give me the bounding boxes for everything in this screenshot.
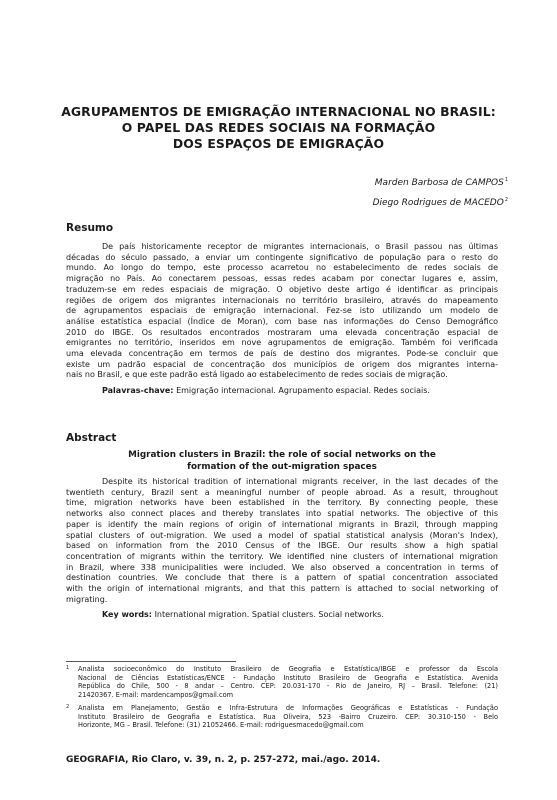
text-line: time, migration networks have been established in the territory. By connecting people, these (66, 498, 498, 508)
text-line: based on information from the 2010 Census of the IBGE. Our results show a high spatial (66, 541, 498, 551)
text-line: paper is identify the main regions of origin of international migrants in Brazil, through mapping (66, 519, 498, 529)
author (373, 192, 508, 212)
footnote-line: República do Chile, 500 - 8 andar – Centro. CEP: 20.031-170 - Rio de Janeiro, RJ – Brasil. Telefone: (21) (78, 682, 498, 691)
text-line: 2010 do IBGE. Os resultados encontrados mostraram uma elevada concentração espacial de (66, 327, 498, 337)
resumo-heading: Resumo (66, 222, 114, 234)
text-line: de agrupamentos espaciais de emigração internacional. Fez-se isto utilizando um modelo de (66, 306, 498, 316)
abstract-heading: Abstract (66, 432, 117, 444)
abstract-title-line: Migration clusters in Brazil: the role of social networks on the (128, 450, 436, 460)
text-line: regiões de origem dos migrantes internacionais no território brasileiro, através do mapeamento (66, 295, 498, 305)
text-line: with the origin of international migrants, and that this pattern is attached to social networking of (66, 584, 498, 594)
footnote-line: Analista socioeconômico do Instituto Brasileiro de Geografia e Estatística/IBGE e professor da Escola (78, 665, 498, 673)
keywords-label: Palavras-chave: (102, 386, 174, 395)
footnote-2 (66, 704, 498, 730)
journal-citation: GEOGRAFIA, Rio Claro, v. 39, n. 2, p. 257-272, mai./ago. 2014. (66, 755, 381, 765)
author-name: Diego Rodrigues de MACEDO (372, 198, 504, 208)
abstract-title-line: formation of the out-migration spaces (187, 461, 377, 472)
title-line: AGRUPAMENTOS DE EMIGRAÇÃO INTERNACIONAL NO BRASIL: (61, 104, 496, 119)
keywords-text: Emigração internacional. Agrupamento espacial. Redes sociais. (176, 386, 430, 395)
footnote-mark: 1 (66, 665, 70, 671)
footnote-mark: 1 (504, 177, 508, 183)
text-line: spatial clusters of out-migration. We used a model of spatial statistical analysis (Moran's Index), (66, 530, 498, 540)
footnote-mark: 2 (66, 704, 70, 710)
text-line: análise estatística espacial (Índice de Moran), com base nas informações do Censo Demográfico (66, 316, 498, 326)
text-line: migração no País. Ao conectarem pessoas, essas redes acabam por conectar lugares e, assim, (66, 274, 498, 284)
text-line: twentieth century, Brazil sent a meaningful number of people abroad. As a result, throughout (66, 487, 498, 497)
text-line: existe um padrão espacial de concentração dos municípios de origem dos migrantes interna- (66, 359, 498, 369)
footnote-separator (66, 661, 236, 662)
text-line: Despite its historical tradition of international migrants receiver, in the last decades of the (102, 477, 498, 486)
footnote-line: Nacional de Ciências Estatísticas/ENCE - Fundação Instituto Brasileiro de Geografia e Estatística. Avenida (78, 673, 498, 682)
text-line: mundo. Ao longo do tempo, este processo acarretou no estabelecimento de redes sociais de (66, 263, 498, 273)
abstract-keywords (102, 609, 384, 620)
keywords-text: International migration. Spatial clusters. Social networks. (154, 610, 384, 619)
footnote-line: Instituto Brasileiro de Geografia e Estatística. Rua Oliveira, 523 -Bairro Cruzeiro. CEP: 30.310-150 - Belo (78, 712, 498, 721)
keywords-label: Key words: (102, 610, 153, 619)
footnote-line: 21420367. E-mail: mardencampos@gmail.com (78, 690, 234, 699)
article-title (40, 104, 517, 152)
text-line: décadas do século passado, a enviar um contingente significativo de população para o resto do (66, 252, 498, 262)
abstract-text (66, 477, 498, 605)
text-line: uma elevada concentração em termos de país de destino dos migrantes. Pode-se concluir que (66, 349, 498, 359)
footnote-line: Horizonte, MG – Brasil. Telefone: (31) 21052466. E-mail: rodriguesmacedo@gmail.com (78, 721, 364, 730)
text-line: destination countries. We conclude that there is a pattern of spatial concentration associated (66, 573, 498, 583)
text-line: concentration of migrants within the territory. We identified nine clusters of international migration (66, 551, 498, 561)
footnote-line: Analista em Planejamento, Gestão e Infra-Estrutura de Informações Geográficas e Estatísticas - Fundação (78, 704, 498, 712)
author-name: Marden Barbosa de CAMPOS (374, 178, 504, 188)
title-line: O PAPEL DAS REDES SOCIAIS NA FORMAÇÃO (121, 120, 436, 135)
resumo-text (66, 242, 498, 381)
text-line: emigrantes no território, inseridos em nove agrupamentos de emigração. Também foi verificada (66, 338, 498, 348)
text-line: in Brazil, where 338 municipalities were included. We also observed a concentration in terms of (66, 562, 498, 572)
author (373, 172, 508, 192)
text-line: nais no Brasil, e que este padrão está ligado ao estabelecimento de redes sociais de migração. (66, 370, 448, 380)
footnote-mark: 2 (504, 197, 508, 203)
text-line: traduzem-se em redes espaciais de migração. O objetivo deste artigo é identificar as principais (66, 284, 498, 294)
resumo-keywords (102, 385, 430, 396)
title-line: DOS ESPAÇOS DE EMIGRAÇÃO (172, 136, 385, 151)
text-line: De país historicamente receptor de migrantes internacionais, o Brasil passou nas últimas (102, 242, 498, 251)
abstract-title (66, 450, 498, 473)
footnote-1 (66, 665, 498, 699)
author-list (373, 172, 508, 212)
text-line: networks also connect places and thereby translates into spatial networks. The objective of this (66, 509, 498, 519)
text-line: migrating. (66, 594, 108, 604)
